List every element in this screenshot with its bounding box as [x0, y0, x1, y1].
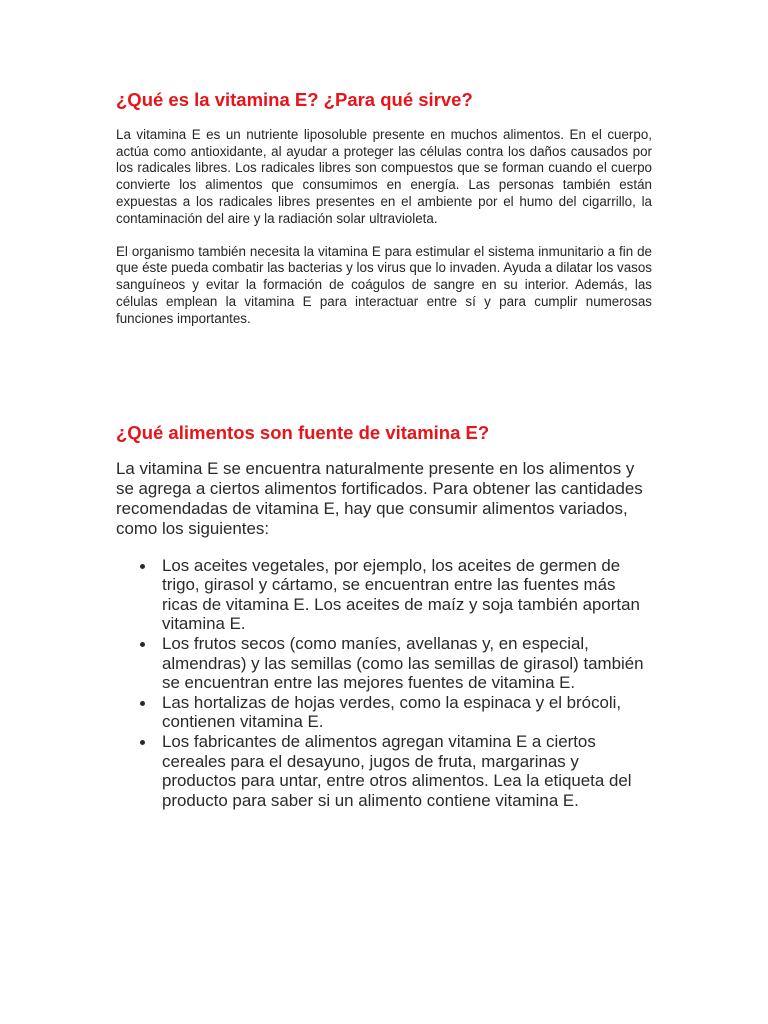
list-item — [116, 732, 652, 810]
food-source-list — [116, 556, 652, 811]
bullet-icon — [140, 701, 145, 706]
list-item-text: Los frutos secos (como maníes, avellanas y, en especial, almendras) y las semillas (como las semillas de girasol) también se encuentran entre las mejores fuentes de vitamina E. — [162, 634, 644, 693]
list-item-text: Las hortalizas de hojas verdes, como la espinaca y el brócoli, contienen vitamina E. — [162, 692, 622, 732]
list-item — [116, 634, 652, 693]
section-heading-what-is: ¿Qué es la vitamina E? ¿Para qué sirve? — [116, 89, 473, 110]
bullet-icon — [140, 642, 145, 647]
paragraph-intro: La vitamina E se encuentra naturalmente presente en los alimentos y se agrega a ciertos alimentos fortificados. Para obtener las cantidades recomendadas de vitamina E, hay que consumir alimentos variados, como los siguientes: — [116, 459, 643, 538]
section-food-sources — [116, 421, 652, 810]
section-what-is-vitamin-e — [116, 88, 652, 327]
paragraph-functions: El organismo también necesita la vitamina E para estimular el sistema inmunitario a fin de que éste pueda combatir las bacterias y los virus que lo invaden. Ayuda a dilatar los vasos sanguíneos y evitar la formación de coágulos de sangre en su interior. Además, las células emplean la vitamina E para interactuar entre sí y para cumplir numerosas funciones importantes. — [116, 243, 652, 326]
list-item — [116, 556, 652, 634]
list-item-text: Los fabricantes de alimentos agregan vitamina E a ciertos cereales para el desayuno, jugos de fruta, margarinas y productos para untar, entre otros alimentos. Lea la etiqueta del producto para saber si un alimento contiene vitamina E. — [162, 731, 632, 810]
paragraph-definition: La vitamina E es un nutriente liposoluble presente en muchos alimentos. En el cuerpo, actúa como antioxidante, al ayudar a proteger las células contra los daños causados por los radicales libres. Los radicales libres son compuestos que se forman cuando el cuerpo convierte los alimentos que consumimos en energía. Las personas también están expuestas a los radicales libres presentes en el ambiente por el humo del cigarrillo, la contaminación del aire y la radiación solar ultravioleta. — [116, 127, 652, 226]
list-item — [116, 693, 652, 732]
bullet-icon — [140, 740, 145, 745]
list-item-text: Los aceites vegetales, por ejemplo, los aceites de germen de trigo, girasol y cártamo, se encuentran entre las fuentes más ricas de vitamina E. Los aceites de maíz y soja también aportan vitamina E. — [162, 555, 640, 634]
bullet-icon — [140, 564, 145, 569]
section-heading-food-sources: ¿Qué alimentos son fuente de vitamina E? — [116, 422, 490, 443]
